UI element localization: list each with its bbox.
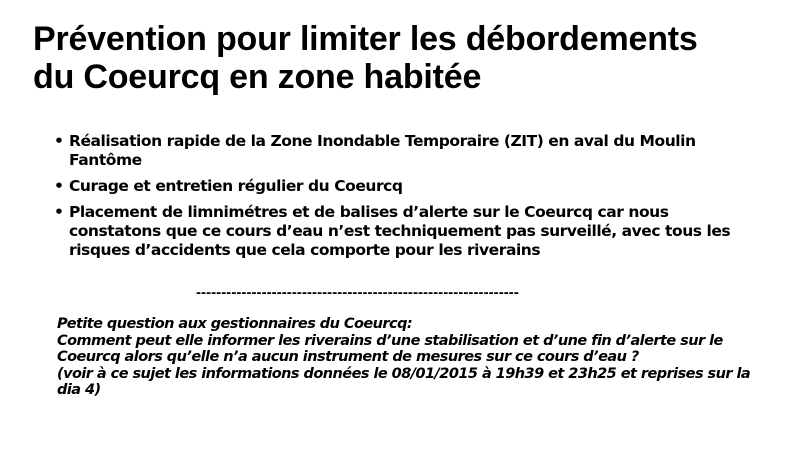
note-line: (voir à ce sujet les informations données le 08/01/2015 à 19h39 et 23h25 et reprises sur la	[57, 365, 751, 382]
bullet-text-line: Curage et entretien régulier du Coeurcq	[69, 177, 403, 195]
question-note	[57, 316, 797, 399]
bullet-text-line: Placement de limnimétres et de balises d’alerte sur le Coeurcq car nous	[69, 203, 669, 221]
bullet-text-line: Fantôme	[69, 151, 142, 169]
bullet-text-line: Réalisation rapide de la Zone Inondable Temporaire (ZIT) en aval du Moulin	[69, 132, 696, 150]
note-line: Petite question aux gestionnaires du Coeurcq:	[57, 316, 413, 332]
note-line: dia 4)	[57, 382, 101, 398]
note-line: Coeurcq alors qu’elle n’a aucun instrument de mesures sur ce cours d’eau ?	[57, 349, 639, 365]
bullet-list	[54, 132, 784, 267]
note-line: Comment peut elle informer les riverains d’une stabilisation et d’une fin d’alerte sur le	[57, 332, 723, 349]
slide-title-line-2: du Coeurcq en zone habitée	[33, 58, 482, 96]
bullet-item-zit	[54, 132, 784, 170]
bullet-marker: •	[54, 177, 64, 195]
bullet-text-line: constatons que ce cours d’eau n’est techniquement pas surveillé, avec tous les	[69, 222, 731, 240]
dashed-separator: ----------------------------------------------------------------	[196, 284, 519, 301]
bullet-item-curage	[54, 177, 784, 196]
bullet-item-limnimetres	[54, 203, 784, 260]
slide-title-line-1: Prévention pour limiter les débordements	[33, 20, 698, 58]
bullet-marker: •	[54, 203, 64, 221]
bullet-text-line: risques d’accidents que cela comporte pour les riverains	[69, 241, 541, 259]
slide-title	[33, 20, 773, 96]
bullet-marker: •	[54, 132, 64, 150]
